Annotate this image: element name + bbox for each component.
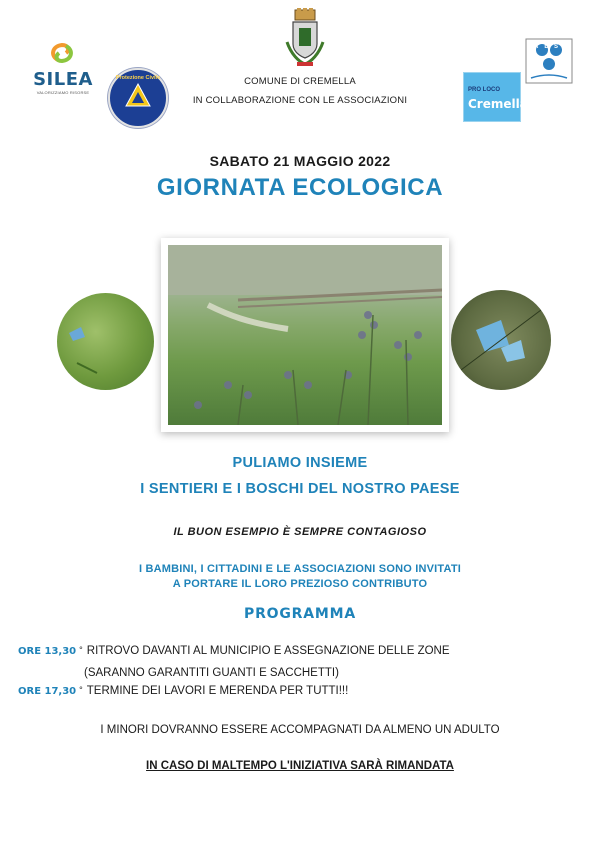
event-title: GIORNATA ECOLOGICA — [156, 174, 444, 201]
proloco-top-text: PRO LOCO — [468, 87, 501, 93]
event-date: SABATO 21 MAGGIO 2022 — [209, 153, 391, 169]
motto: IL BUON ESEMPIO È SEMPRE CONTAGIOSO — [173, 526, 427, 538]
protezione-civile-label: Protezione Civile — [115, 75, 161, 81]
als-text: ALS — [534, 44, 564, 50]
schedule-item-1 — [18, 645, 450, 657]
silea-name: SILEA — [33, 69, 93, 90]
invite-line-1: I BAMBINI, I CITTADINI E LE ASSOCIAZIONI SONO INVITATI — [138, 563, 462, 575]
rain-notice: IN CASO DI MALTEMPO L'INIZIATIVA SARÀ RIMANDATA — [146, 760, 454, 772]
programma-heading: PROGRAMMA — [244, 606, 356, 622]
litter-photo — [451, 290, 551, 390]
silea-swirl-icon — [28, 40, 98, 66]
meadow-photo — [168, 245, 442, 425]
slogan-line-2: I SENTIERI E I BOSCHI DEL NOSTRO PAESE — [140, 481, 460, 497]
schedule-text-1: RITROVO DAVANTI AL MUNICIPIO E ASSEGNAZIONE DELLE ZONE — [86, 645, 450, 657]
coat-of-arms-icon — [283, 8, 327, 70]
collaboration-line: IN COLLABORAZIONE CON LE ASSOCIAZIONI — [192, 95, 408, 106]
schedule-time-2: ORE 17,30 — [18, 686, 77, 697]
proloco-bottom-text: Cremella — [468, 97, 528, 111]
schedule-text-2: TERMINE DEI LAVORI E MERENDA PER TUTTI!!! — [86, 685, 349, 697]
silea-logo — [28, 40, 98, 100]
slogan-line-1: PULIAMO INSIEME — [232, 455, 368, 471]
minors-notice: I MINORI DOVRANNO ESSERE ACCOMPAGNATI DA ALMENO UN ADULTO — [100, 724, 500, 736]
degree-icon: ° — [79, 685, 83, 695]
comune-name: COMUNE DI CREMELLA — [244, 76, 356, 87]
schedule-item-2 — [18, 685, 348, 697]
crest-logo — [283, 8, 327, 70]
schedule-time-1: ORE 13,30 — [18, 646, 77, 657]
schedule-note-1: (SARANNO GARANTITI GUANTI E SACCHETTI) — [84, 667, 339, 679]
invite-line-2: A PORTARE IL LORO PREZIOSO CONTRIBUTO — [172, 578, 428, 590]
degree-icon: ° — [79, 645, 83, 655]
gloves-grass-photo — [57, 293, 154, 390]
silea-tagline: VALORIZZIAMO RISORSE — [36, 90, 90, 95]
